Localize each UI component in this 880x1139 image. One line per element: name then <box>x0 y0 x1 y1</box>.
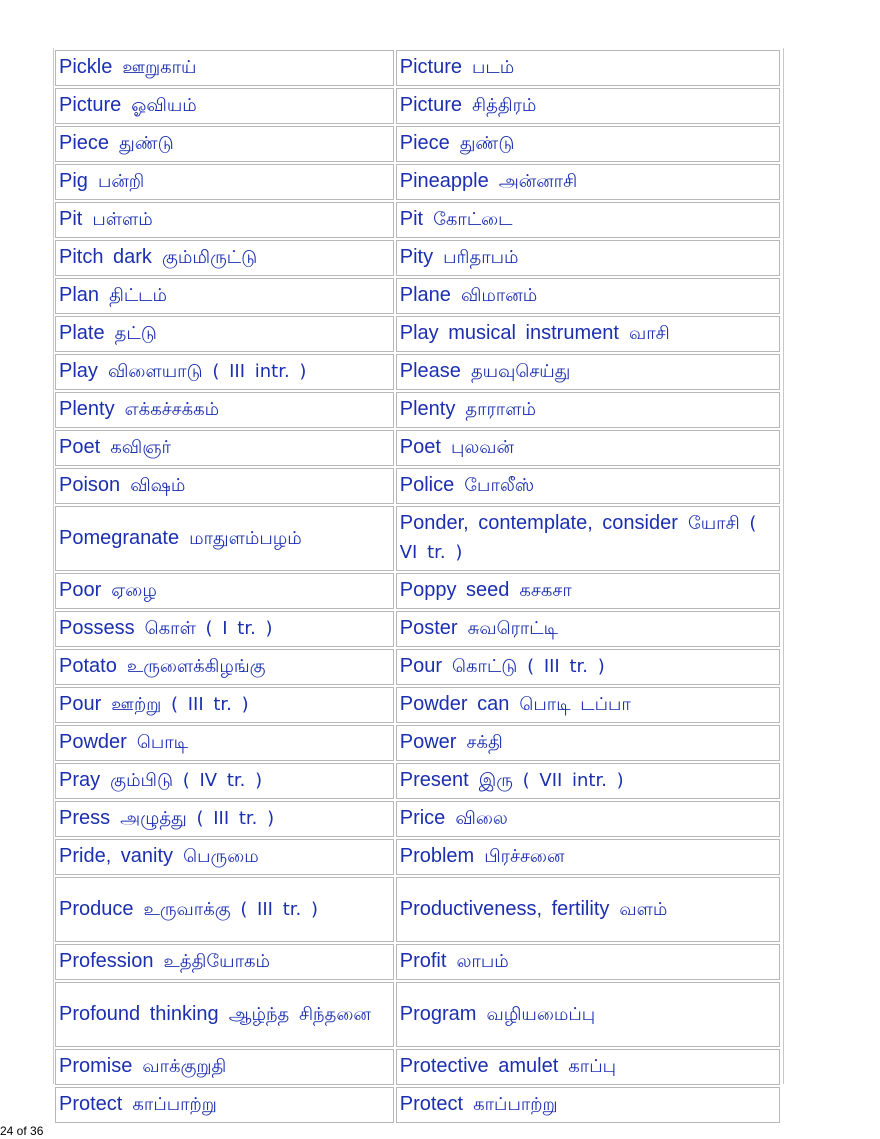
english-word: Program <box>399 1002 477 1025</box>
tamil-translation: எக்கச்சக்கம் <box>124 399 220 420</box>
entry-cell-right <box>396 354 780 390</box>
entry-cell-right <box>396 877 780 942</box>
tamil-translation: யோசி ( VI tr. ) <box>399 513 757 563</box>
tamil-translation: திட்டம் <box>109 285 167 306</box>
tamil-translation: துண்டு <box>119 133 174 154</box>
entry-cell-right <box>396 316 780 352</box>
tamil-translation: லாபம் <box>456 951 509 972</box>
entry-cell-left <box>55 801 394 837</box>
entry-cell-right <box>396 763 780 799</box>
table-row <box>55 649 780 685</box>
table-row <box>55 611 780 647</box>
table-row <box>55 278 780 314</box>
tamil-translation: பொடி டப்பா <box>519 694 631 715</box>
tamil-translation: வழியமைப்பு <box>486 1003 596 1025</box>
english-word: Plane <box>399 284 451 306</box>
entry-cell-left <box>55 240 394 276</box>
entry-cell-left <box>55 392 394 428</box>
english-word: Play musical instrument <box>399 322 619 344</box>
english-word: Plenty <box>59 398 115 420</box>
english-word: Pig <box>59 170 88 192</box>
table-row <box>55 50 780 86</box>
table-row <box>55 468 780 504</box>
english-word: Profound thinking <box>59 1002 219 1025</box>
english-word: Powder can <box>399 693 510 715</box>
english-word: Pity <box>399 246 434 268</box>
tamil-translation: பரிதாபம் <box>443 247 519 268</box>
english-word: Pray <box>59 769 101 791</box>
entry-cell-right <box>396 725 780 761</box>
tamil-translation: அன்னாசி <box>498 171 578 192</box>
entry-cell-right <box>396 468 780 504</box>
english-word: Price <box>399 807 446 829</box>
entry-cell-left <box>55 611 394 647</box>
english-word: Plan <box>59 284 100 306</box>
entry-cell-left <box>55 430 394 466</box>
tamil-translation: பொடி <box>136 732 188 753</box>
tamil-translation: போலீஸ் <box>464 475 535 496</box>
tamil-translation: ஏழை <box>111 580 157 601</box>
table-row <box>55 687 780 723</box>
tamil-translation: துண்டு <box>459 133 515 154</box>
entry-cell-left <box>55 839 394 875</box>
entry-cell-left <box>55 202 394 238</box>
entry-cell-left <box>55 687 394 723</box>
page-number: 24 of 36 <box>0 1124 44 1138</box>
entry-cell-right <box>396 611 780 647</box>
table-row <box>55 126 780 162</box>
entry-cell-right <box>396 392 780 428</box>
tamil-translation: கொட்டு ( III tr. ) <box>452 656 605 677</box>
entry-cell-right <box>396 50 780 86</box>
entry-cell-left <box>55 164 394 200</box>
tamil-translation: சுவரொட்டி <box>467 618 558 639</box>
tamil-translation: புலவன் <box>450 437 514 458</box>
entry-cell-left <box>55 506 394 571</box>
tamil-translation: உருவாக்கு ( III tr. ) <box>143 898 318 920</box>
entry-cell-left <box>55 877 394 942</box>
tamil-translation: விமானம் <box>460 285 538 306</box>
table-row <box>55 763 780 799</box>
english-word: Poet <box>399 436 441 458</box>
entry-cell-right <box>396 164 780 200</box>
table-row <box>55 573 780 609</box>
table-row <box>55 801 780 837</box>
entry-cell-right <box>396 687 780 723</box>
english-word: Picture <box>399 56 462 78</box>
entry-cell-right <box>396 839 780 875</box>
entry-cell-left <box>55 126 394 162</box>
entry-cell-left <box>55 763 394 799</box>
tamil-translation: வாக்குறுதி <box>142 1056 227 1077</box>
english-word: Produce <box>59 897 134 920</box>
tamil-translation: கும்மிருட்டு <box>161 247 258 268</box>
entry-cell-right <box>396 1049 780 1085</box>
tamil-translation: கவிஞர் <box>110 437 171 458</box>
tamil-translation: தட்டு <box>114 323 157 344</box>
entry-cell-left <box>55 1087 394 1123</box>
tamil-translation: விஷம் <box>130 475 186 496</box>
entry-cell-right <box>396 1087 780 1123</box>
english-word: Pit <box>399 208 424 230</box>
tamil-translation: விளையாடு ( III intr. ) <box>107 361 307 382</box>
tamil-translation: ஆழ்ந்த சிந்தனை <box>228 1003 371 1025</box>
english-word: Poison <box>59 474 121 496</box>
english-word: Poor <box>59 579 102 601</box>
tamil-translation: ஊற்று ( III tr. ) <box>111 694 249 715</box>
entry-cell-left <box>55 573 394 609</box>
table-row <box>55 392 780 428</box>
tamil-translation: தாராளம் <box>465 399 536 420</box>
vocabulary-table <box>53 48 782 1125</box>
entry-cell-left <box>55 354 394 390</box>
entry-cell-right <box>396 649 780 685</box>
english-word: Pour <box>399 655 442 677</box>
table-row <box>55 1049 780 1085</box>
english-word: Powder <box>59 731 127 753</box>
english-word: Profession <box>59 950 154 972</box>
english-word: Press <box>59 807 111 829</box>
english-word: Present <box>399 769 469 791</box>
tamil-translation: கொள் ( I tr. ) <box>144 618 273 639</box>
english-word: Protect <box>399 1093 464 1115</box>
tamil-translation: காப்பாற்று <box>132 1094 217 1115</box>
english-word: Play <box>59 360 98 382</box>
tamil-translation: உத்தியோகம் <box>163 951 270 972</box>
entry-cell-left <box>55 944 394 980</box>
english-word: Productiveness, fertility <box>399 897 610 920</box>
english-word: Profit <box>399 950 447 972</box>
tamil-translation: காப்பாற்று <box>473 1094 558 1115</box>
entry-cell-left <box>55 278 394 314</box>
english-word: Piece <box>59 132 110 154</box>
tamil-translation: படம் <box>472 57 515 78</box>
tamil-translation: ஊறுகாய் <box>122 57 197 78</box>
english-word: Pit <box>59 208 83 230</box>
tamil-translation: பிரச்சனை <box>484 846 565 867</box>
entry-cell-right <box>396 88 780 124</box>
english-word: Protect <box>59 1093 123 1115</box>
english-word: Plenty <box>399 398 456 420</box>
english-word: Pomegranate <box>59 526 180 549</box>
entry-cell-left <box>55 88 394 124</box>
table-row <box>55 877 780 942</box>
english-word: Pour <box>59 693 102 715</box>
english-word: Plate <box>59 322 105 344</box>
tamil-translation: கோட்டை <box>433 209 513 230</box>
entry-cell-right <box>396 982 780 1047</box>
tamil-translation: பெருமை <box>183 846 259 867</box>
tamil-translation: பள்ளம் <box>92 209 153 230</box>
tamil-translation: அழுத்து ( III tr. ) <box>120 808 275 829</box>
tamil-translation: விலை <box>455 808 508 829</box>
table-row <box>55 164 780 200</box>
entry-cell-left <box>55 316 394 352</box>
table-row <box>55 240 780 276</box>
tamil-translation: கும்பிடு ( IV tr. ) <box>110 770 263 791</box>
tamil-translation: சக்தி <box>466 732 503 753</box>
entry-cell-right <box>396 240 780 276</box>
tamil-translation: வளம் <box>619 898 668 920</box>
table-row <box>55 982 780 1047</box>
english-word: Poster <box>399 617 458 639</box>
english-word: Pride, vanity <box>59 845 174 867</box>
entry-cell-left <box>55 468 394 504</box>
table-row <box>55 202 780 238</box>
table-row <box>55 354 780 390</box>
table-row <box>55 1087 780 1123</box>
tamil-translation: தயவுசெய்து <box>470 361 571 382</box>
table-row <box>55 430 780 466</box>
english-word: Piece <box>399 132 450 154</box>
entry-cell-right <box>396 202 780 238</box>
english-word: Promise <box>59 1055 133 1077</box>
entry-cell-left <box>55 649 394 685</box>
entry-cell-right <box>396 801 780 837</box>
english-word: Potato <box>59 655 117 677</box>
tamil-translation: மாதுளம்பழம் <box>189 527 302 549</box>
tamil-translation: இரு ( VII intr. ) <box>478 770 624 791</box>
tamil-translation: கசகசா <box>519 580 572 601</box>
table-row <box>55 88 780 124</box>
entry-cell-right <box>396 506 780 571</box>
tamil-translation: சித்திரம் <box>472 95 537 116</box>
entry-cell-right <box>396 278 780 314</box>
table-row <box>55 506 780 571</box>
tamil-translation: காப்பு <box>568 1056 617 1077</box>
english-word: Problem <box>399 845 475 867</box>
english-word: Pitch dark <box>59 246 152 268</box>
entry-cell-left <box>55 1049 394 1085</box>
tamil-translation: ஓவியம் <box>131 95 197 116</box>
vocabulary-table-body <box>55 50 780 1123</box>
entry-cell-left <box>55 725 394 761</box>
entry-cell-right <box>396 573 780 609</box>
english-word: Possess <box>59 617 135 639</box>
table-row <box>55 316 780 352</box>
entry-cell-right <box>396 944 780 980</box>
tamil-translation: பன்றி <box>97 171 145 192</box>
table-row <box>55 944 780 980</box>
entry-cell-left <box>55 982 394 1047</box>
english-word: Poppy seed <box>399 579 510 601</box>
english-word: Please <box>399 360 461 382</box>
english-word: Protective amulet <box>399 1055 559 1077</box>
english-word: Poet <box>59 436 101 458</box>
english-word: Ponder, contemplate, consider <box>399 512 678 534</box>
english-word: Police <box>399 474 455 496</box>
tamil-translation: உருளைக்கிழங்கு <box>126 656 266 677</box>
entry-cell-right <box>396 126 780 162</box>
english-word: Picture <box>399 94 462 116</box>
english-word: Pickle <box>59 56 113 78</box>
table-row <box>55 725 780 761</box>
entry-cell-right <box>396 430 780 466</box>
tamil-translation: வாசி <box>628 323 670 344</box>
table-row <box>55 839 780 875</box>
english-word: Pineapple <box>399 170 489 192</box>
english-word: Picture <box>59 94 122 116</box>
entry-cell-left <box>55 50 394 86</box>
english-word: Power <box>399 731 457 753</box>
